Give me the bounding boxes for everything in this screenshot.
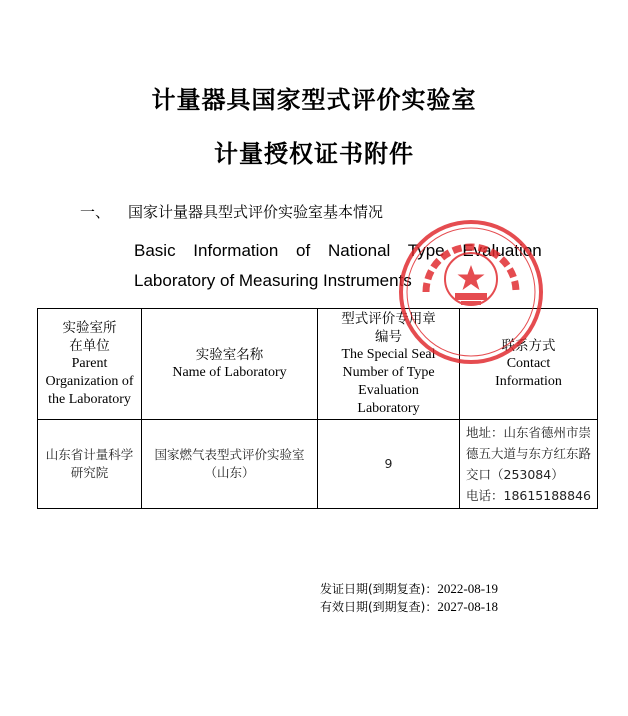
cell-seal-number: 9 bbox=[318, 420, 460, 509]
section-heading bbox=[80, 201, 383, 222]
table-row bbox=[38, 420, 598, 509]
header-contact-en: Contact Information bbox=[495, 356, 562, 389]
section-title-zh: 国家计量器具型式评价实验室基本情况 bbox=[128, 203, 384, 221]
cell-contact bbox=[460, 420, 598, 509]
contact-address: 地址：山东省德州市崇德五大道与东方红东路交口（253084） bbox=[466, 425, 592, 482]
official-seal bbox=[398, 219, 544, 365]
header-seal-number-en: The Special Seal Number of Type Evaluation Laboratory bbox=[341, 347, 436, 416]
valid-date-value: 2027-08-18 bbox=[437, 599, 499, 614]
section-title-en-line2: Laboratory of Measuring Instruments bbox=[134, 271, 412, 290]
contact-phone: 电话：18615188846 bbox=[466, 488, 591, 503]
header-contact-zh: 联系方式 bbox=[501, 338, 556, 354]
header-laboratory-name bbox=[142, 309, 318, 420]
seal-text bbox=[398, 219, 399, 220]
header-laboratory-name-en: Name of Laboratory bbox=[172, 365, 287, 380]
header-parent-organization-en: Parent Organization of the Laboratory bbox=[45, 356, 134, 407]
document-title: 计量器具国家型式评价实验室 bbox=[151, 86, 477, 114]
section-title-en-line1: Basic Information of National Type Evaluation bbox=[134, 241, 542, 260]
valid-date-label: 有效日期(到期复查)： bbox=[320, 600, 438, 614]
header-parent-organization bbox=[38, 309, 142, 420]
header-parent-organization-zh: 实验室所在单位 bbox=[62, 320, 117, 354]
cell-organization: 山东省计量科学研究院 bbox=[38, 420, 142, 509]
seal-graphic bbox=[398, 219, 544, 365]
issue-date-label: 发证日期(到期复查)： bbox=[320, 582, 438, 596]
section-number: 一、 bbox=[80, 203, 111, 221]
issue-date bbox=[320, 580, 498, 597]
issue-date-value: 2022-08-19 bbox=[437, 581, 499, 596]
header-laboratory-name-zh: 实验室名称 bbox=[195, 347, 264, 363]
valid-date bbox=[320, 598, 498, 615]
national-emblem-icon bbox=[445, 253, 497, 305]
cell-laboratory: 国家燃气表型式评价实验室（山东） bbox=[142, 420, 318, 509]
header-seal-number-zh: 型式评价专用章编号 bbox=[341, 311, 436, 345]
document-subtitle: 计量授权证书附件 bbox=[214, 140, 414, 168]
